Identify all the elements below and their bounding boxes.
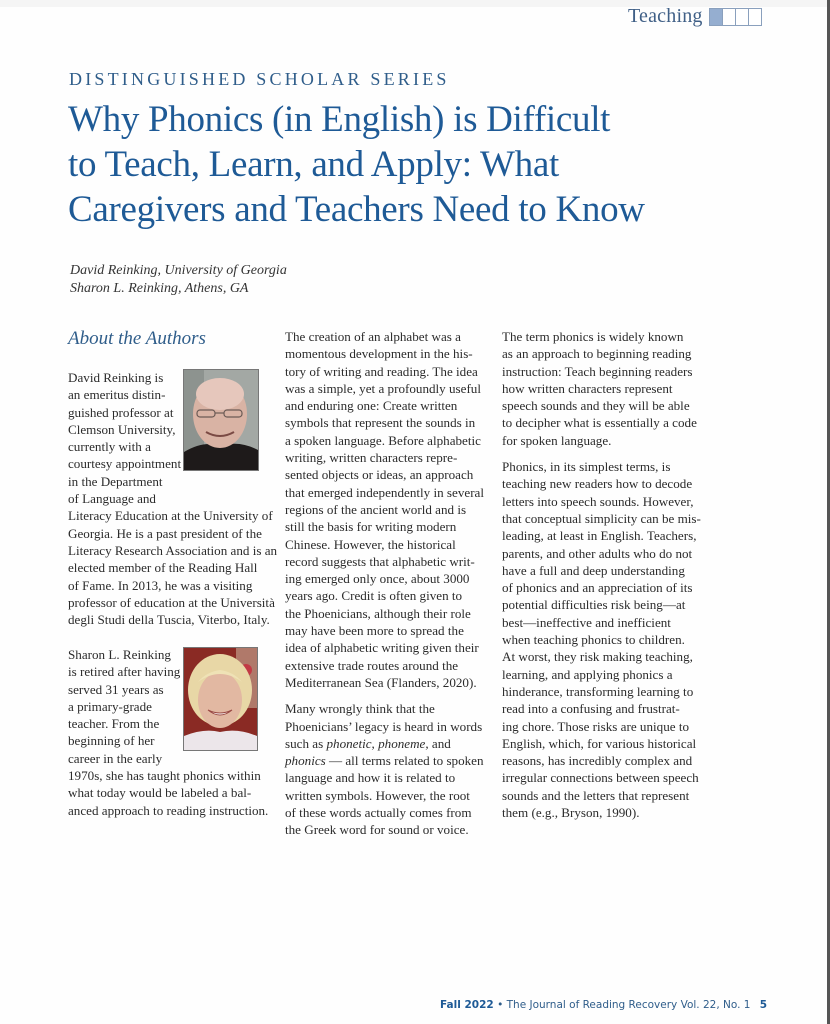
italic-term: phonetic, phoneme,	[326, 735, 429, 751]
text-line: writing, written characters repre-	[285, 450, 458, 466]
text-line: ing emerged only once, about 3000	[285, 571, 470, 587]
text-line: them (e.g., Bryson, 1990).	[502, 805, 640, 821]
section-label: Teaching	[628, 5, 703, 27]
text-line: when teaching phonics to children.	[502, 632, 685, 648]
footer-season: Fall 2022	[440, 999, 494, 1011]
bio-line: a primary-grade	[68, 698, 152, 714]
text-line: of phonics and an appreciation of its	[502, 580, 693, 596]
paragraph	[502, 328, 701, 449]
text-line: Phonics, in its simplest terms, is	[502, 459, 671, 475]
text-line: hinderance, transforming learning to	[502, 683, 694, 699]
text-line: for spoken language.	[502, 432, 612, 448]
bio-line: 1970s, she has taught phonics within	[68, 768, 261, 784]
bio-line: anced approach to reading instruction.	[68, 802, 269, 818]
bio-line: of Fame. In 2013, he was a visiting	[68, 577, 253, 593]
bio-line: David Reinking is	[68, 370, 164, 385]
italic-term: phonics	[285, 753, 326, 769]
text-line: to decipher what is essentially a code	[502, 415, 697, 431]
text-line: reasons, has incredibly complex and	[502, 753, 693, 769]
text-line: potential difficulties risk being—at	[502, 597, 686, 613]
text-line: At worst, they risk making teaching,	[502, 649, 693, 665]
text-line: best—ineffective and inefficient	[502, 614, 671, 630]
text-line: have a full and deep understanding	[502, 562, 685, 578]
bio-line: Sharon L. Reinking	[68, 647, 171, 662]
text-line: teaching new readers how to decode	[502, 476, 693, 492]
bio-line: in the Department	[68, 473, 163, 489]
bio-line: guished professor at	[68, 404, 174, 420]
section-indicator	[709, 8, 761, 26]
bio-line: professor of education at the Università	[68, 594, 275, 610]
body-column-2	[285, 328, 484, 839]
bio-line: Georgia. He is a past president of the	[68, 525, 262, 541]
text-line: written symbols. However, the root	[285, 787, 470, 803]
paragraph	[285, 328, 484, 691]
text-line: instruction: Teach beginning readers	[502, 363, 693, 379]
text-line: the Phoenicians, although their role	[285, 605, 471, 621]
bio-line: Clemson University,	[68, 421, 176, 437]
text-line: the Greek word for sound or voice.	[285, 822, 469, 838]
indicator-box	[722, 8, 736, 26]
text-line: letters into speech sounds. However,	[502, 493, 694, 509]
text-line: English, which, for various historical	[502, 735, 697, 751]
text-line: leading, at least in English. Teachers,	[502, 528, 697, 544]
bio-david	[68, 369, 277, 628]
bio-line: elected member of the Reading Hall	[68, 560, 258, 576]
text-line: record suggests that alphabetic writ-	[285, 553, 475, 569]
bio-line: career in the early	[68, 750, 163, 766]
bio-line: currently with a	[68, 439, 151, 455]
text-line	[285, 752, 484, 769]
text-line: irregular connections between speech	[502, 770, 699, 786]
text-line: Phoenicians’ legacy is heard in words	[285, 718, 483, 734]
author-line: David Reinking, University of Georgia	[70, 263, 287, 278]
title-line: to Teach, Learn, and Apply: What	[68, 144, 559, 185]
bio-line: served 31 years as	[68, 681, 164, 697]
body-column-3	[502, 328, 701, 821]
text-line: regions of the ancient world and is	[285, 501, 467, 517]
paragraph	[502, 458, 701, 821]
series-label: DISTINGUISHED SCHOLAR SERIES	[69, 69, 450, 89]
footer-separator: •	[497, 999, 504, 1011]
indicator-box	[748, 8, 762, 26]
text-line: that emerged independently in several	[285, 484, 485, 500]
text-line: symbols that represent the sounds in	[285, 415, 476, 431]
text-line: sented objects or ideas, an approach	[285, 467, 474, 483]
text-line: years ago. Credit is often given to	[285, 588, 463, 604]
text-line: learning, and applying phonics a	[502, 666, 673, 682]
text-line: speech sounds and they will be able	[502, 398, 690, 414]
title-line: Why Phonics (in English) is Difficult	[68, 99, 611, 140]
text-line: read into a confusing and frustrat-	[502, 701, 680, 717]
text-line: The term phonics is widely known	[502, 329, 684, 344]
text-line: Many wrongly think that the	[285, 701, 435, 717]
text-line: sounds and the letters that represent	[502, 787, 690, 803]
section-tag	[628, 5, 761, 28]
bio-line: of Language and	[68, 491, 156, 507]
bio-line: beginning of her	[68, 733, 155, 749]
text-line: language and how it is related to	[285, 770, 456, 786]
text-run: — all terms related to spoken	[325, 753, 484, 769]
page-footer	[440, 999, 767, 1011]
text-line: Mediterranean Sea (Flanders, 2020).	[285, 674, 477, 690]
text-line: as an approach to beginning reading	[502, 346, 692, 362]
bio-line: courtesy appointment	[68, 456, 182, 472]
title-line: Caregivers and Teachers Need to Know	[68, 189, 645, 230]
author-line: Sharon L. Reinking, Athens, GA	[70, 281, 249, 296]
text-line: tory of writing and reading. The idea	[285, 363, 478, 379]
indicator-box-active	[709, 8, 723, 26]
bio-line: an emeritus distin-	[68, 387, 166, 403]
text-line: parents, and other adults who do not	[502, 545, 693, 561]
page-number: 5	[759, 999, 768, 1011]
indicator-box	[735, 8, 749, 26]
text-line: ing chore. Those risks are unique to	[502, 718, 690, 734]
text-line: idea of alphabetic writing given their	[285, 640, 479, 656]
text-run: such as	[285, 735, 327, 751]
text-line: of these words actually comes from	[285, 805, 472, 821]
paragraph	[285, 700, 484, 838]
text-line: still the basis for writing modern	[285, 519, 457, 535]
bio-line: what today would be labeled a bal-	[68, 785, 252, 801]
text-line: how written characters represent	[502, 380, 673, 396]
text-line: that conceptual simplicity can be mis-	[502, 510, 701, 526]
bio-sharon	[68, 646, 268, 819]
text-line: and enduring one: Create written	[285, 398, 458, 414]
text-run: and	[428, 735, 451, 751]
bio-line: teacher. From the	[68, 716, 160, 732]
text-line	[285, 735, 484, 752]
bio-line: is retired after having	[68, 664, 181, 680]
bio-line: Literacy Education at the University of	[68, 508, 273, 524]
bio-line: degli Studi della Tuscia, Viterbo, Italy.	[68, 612, 270, 628]
bio-line: Literacy Research Association and is an	[68, 542, 278, 558]
text-line: a spoken language. Before alphabetic	[285, 432, 481, 448]
article-title	[68, 97, 645, 232]
text-line: momentous development in the his-	[285, 346, 473, 362]
text-line: extensive trade routes around the	[285, 657, 459, 673]
text-line: was a simple, yet a profoundly useful	[285, 380, 481, 396]
text-line: The creation of an alphabet was a	[285, 329, 461, 344]
footer-journal: The Journal of Reading Recovery Vol. 22, No. 1	[506, 999, 751, 1011]
text-line: Chinese. However, the historical	[285, 536, 456, 552]
text-line: may have been more to spread the	[285, 623, 464, 639]
paragraph-gap	[285, 691, 484, 700]
about-authors-heading: About the Authors	[68, 328, 206, 349]
paragraph-gap	[502, 449, 701, 458]
byline	[70, 262, 287, 298]
